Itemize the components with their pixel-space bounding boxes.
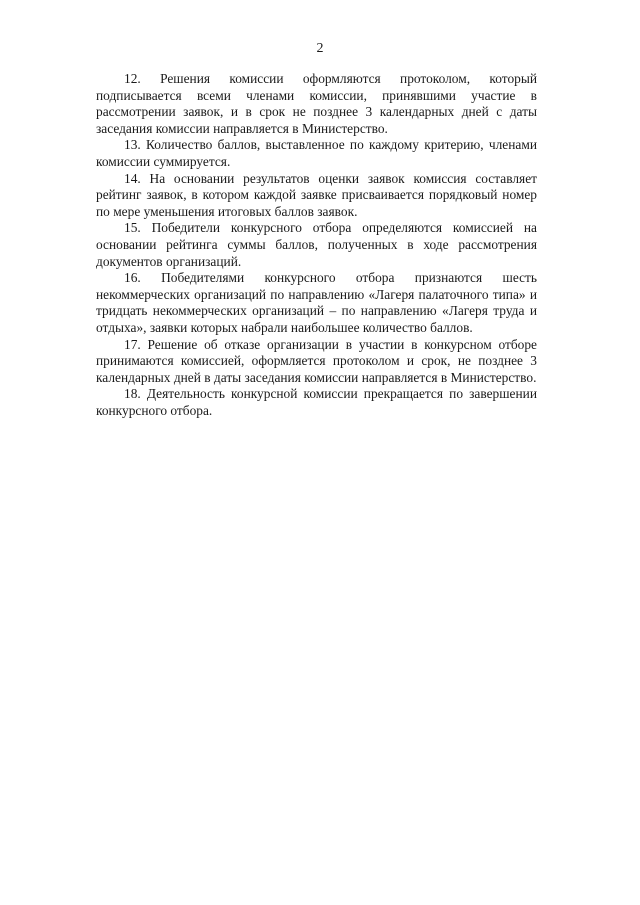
document-body bbox=[96, 71, 537, 419]
paragraph-13: 13. Количество баллов, выставленное по каждому критерию, членами комиссии суммируется. bbox=[96, 137, 537, 169]
page-number: 2 bbox=[316, 41, 324, 56]
paragraph-18: 18. Деятельность конкурсной комиссии прекращается по завершении конкурсного отбора. bbox=[96, 386, 537, 418]
paragraph-12: 12. Решения комиссии оформляются протоколом, который подписывается всеми членами комиссии, принявшими участие в рассмотрении заявок, и в срок не позднее 3 календарных дней с даты заседания комиссии направляется в Министерство. bbox=[96, 71, 537, 136]
paragraph-15: 15. Победители конкурсного отбора определяются комиссией на основании рейтинга суммы баллов, полученных в ходе рассмотрения документов организаций. bbox=[96, 220, 537, 269]
paragraph-14: 14. На основании результатов оценки заявок комиссия составляет рейтинг заявок, в котором каждой заявке присваивается порядковый номер по мере уменьшения итоговых баллов заявок. bbox=[96, 170, 537, 219]
paragraph-16: 16. Победителями конкурсного отбора признаются шесть некоммерческих организаций по направлению «Лагеря палаточного типа» и тридцать некоммерческих организаций – по направлению «Лагеря труда и отдыха», заявки которых набрали наибольшее количество баллов. bbox=[96, 270, 537, 335]
paragraph-17: 17. Решение об отказе организации в участии в конкурсном отборе принимаются комиссией, оформляется протоколом и срок, не позднее 3 календарных дней в даты заседания комиссии направляется в Министерство. bbox=[96, 336, 537, 385]
